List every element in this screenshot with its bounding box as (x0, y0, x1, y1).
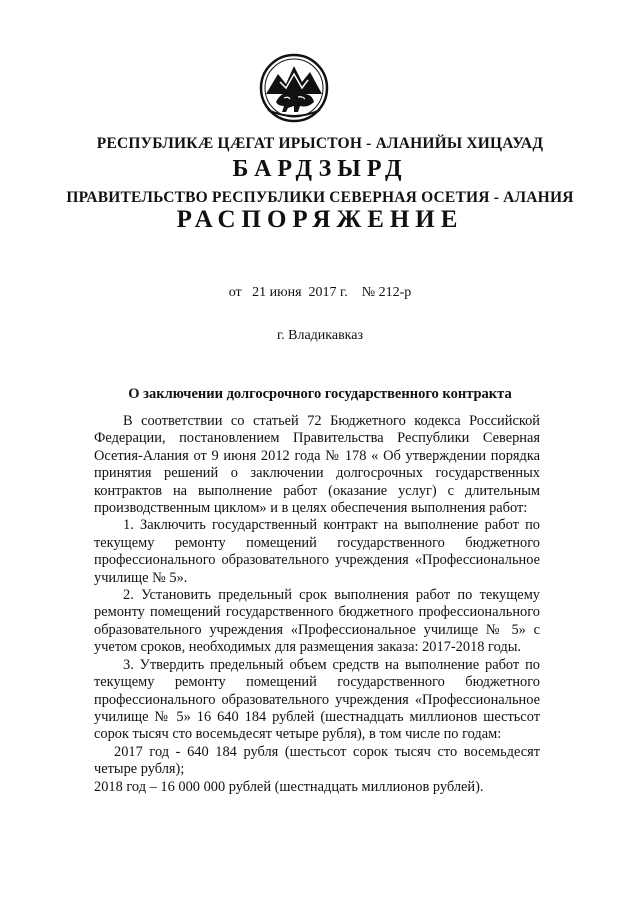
document-number: № 212-р (361, 285, 412, 300)
item-2-paragraph: 2. Установить предельный срок выполнения работ по текущему ремонту помещений государственного бюджетного профессионального образовательного учреждения «Профессиональное училище № 5» с учетом сроков, необходимых для размещения заказа: 2017-2018 годы. (94, 587, 540, 656)
item-1-paragraph: 1. Заключить государственный контракт на выполнение работ по текущему ремонту помещений государственного бюджетного профессионального образовательного учреждения «Профессиональное училище № 5». (94, 517, 540, 586)
date-line (0, 285, 640, 301)
year-2018-paragraph: 2018 год – 16 000 000 рублей (шестнадцать миллионов рублей). (94, 778, 484, 795)
preamble-paragraph: В соответствии со статьей 72 Бюджетного кодекса Российской Федерации, постановлением Правительства Республики Северная Осетия-Алания от 9 июня 2012 года № 178 « Об утверждении порядка принятия решений о заключении долгосрочных государственных контрактов на выполнение работ (оказание услуг) с длительным производственным циклом» и в целях обеспечения выполнения работ: (94, 413, 540, 517)
header-russian-line: ПРАВИТЕЛЬСТВО РЕСПУБЛИКИ СЕВЕРНАЯ ОСЕТИЯ - АЛАНИЯ (66, 189, 574, 206)
document-type: РАСПОРЯЖЕНИЕ (176, 206, 464, 233)
year-2017-paragraph: 2017 год - 640 184 рубля (шестьсот сорок тысяч сто восемьдесят четыре рубля); (94, 743, 540, 778)
document-city: г. Владикавказ (276, 328, 364, 343)
date-prefix: от (228, 285, 242, 300)
document-date: 21 июня 2017 г. (252, 285, 348, 300)
document-title: О заключении долгосрочного государственного контракта (128, 386, 512, 402)
header-bardzyrd: БАРДЗЫРД (232, 156, 408, 182)
header-ossetian-line: РЕСПУБЛИКÆ ЦÆГАТ ИРЫСТОН - АЛАНИЙЫ ХИЦАУАД (96, 135, 544, 152)
document-body (94, 413, 540, 796)
item-3-paragraph: 3. Утвердить предельный объем средств на выполнение работ по текущему ремонту помещений государственного бюджетного профессионального образовательного учреждения «Профессиональное училище № 5» 16 640 184 рублей (шестнадцать миллионов шестьсот сорок тысяч сто восемьдесят четыре рубля), в том числе по годам: (94, 656, 540, 743)
coat-of-arms-icon (258, 52, 330, 124)
